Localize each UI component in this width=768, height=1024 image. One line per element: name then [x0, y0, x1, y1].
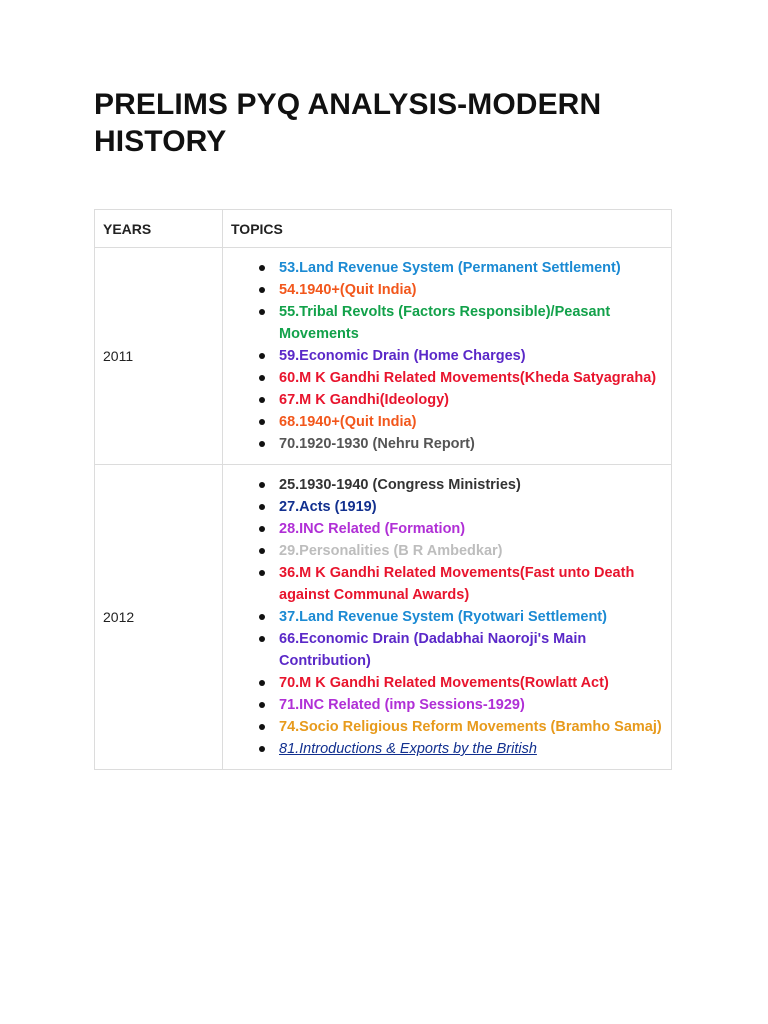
bullet-icon [259, 482, 265, 488]
topic-list-item [279, 540, 663, 562]
topic-list-item [279, 694, 663, 716]
bullet-icon [259, 441, 265, 447]
topic-text: 68.1940+(Quit India) [279, 414, 417, 430]
topic-list-item [279, 433, 663, 455]
topic-text: 67.M K Gandhi(Ideology) [279, 392, 449, 408]
bullet-icon [259, 680, 265, 686]
topic-list-item [279, 496, 663, 518]
topic-text: 71.INC Related (imp Sessions-1929) [279, 697, 525, 713]
topic-text: 53.Land Revenue System (Permanent Settlement) [279, 260, 621, 276]
topic-text: 54.1940+(Quit India) [279, 282, 417, 298]
topic-text: 28.INC Related (Formation) [279, 521, 466, 537]
year-cell: 2012 [95, 465, 223, 770]
page-title: PRELIMS PYQ ANALYSIS-MODERN HISTORY [94, 88, 602, 158]
bullet-icon [259, 636, 265, 642]
bullet-icon [259, 265, 265, 271]
table-row [95, 465, 672, 770]
bullet-icon [259, 548, 265, 554]
column-header-topics: TOPICS [223, 210, 672, 248]
topic-list-item [279, 389, 663, 411]
topic-list-item [279, 301, 663, 345]
bullet-icon [259, 746, 265, 752]
topics-cell [223, 465, 672, 770]
topic-list-item [279, 562, 663, 606]
topic-list-item [279, 672, 663, 694]
bullet-icon [259, 614, 265, 620]
topic-text: 74.Socio Religious Reform Movements (Bramho Samaj) [279, 719, 662, 735]
bullet-icon [259, 309, 265, 315]
topic-text: 36.M K Gandhi Related Movements(Fast unto Death against Communal Awards) [279, 565, 635, 603]
topic-text: 27.Acts (1919) [279, 499, 377, 515]
bullet-icon [259, 526, 265, 532]
bullet-icon [259, 724, 265, 730]
topic-text: 70.M K Gandhi Related Movements(Rowlatt Act) [279, 675, 609, 691]
bullet-icon [259, 287, 265, 293]
topic-list-item[interactable] [279, 738, 663, 760]
column-header-years: YEARS [95, 210, 223, 248]
topics-cell [223, 248, 672, 465]
topic-text: 66.Economic Drain (Dadabhai Naoroji's Main Contribution) [279, 631, 587, 669]
topic-text: 60.M K Gandhi Related Movements(Kheda Satyagraha) [279, 370, 657, 386]
table-header-row [95, 210, 672, 248]
topic-text: 55.Tribal Revolts (Factors Responsible)/Peasant Movements [279, 304, 611, 342]
bullet-icon [259, 504, 265, 510]
bullet-icon [259, 702, 265, 708]
topic-text: 29.Personalities (B R Ambedkar) [279, 543, 503, 559]
topic-list-item [279, 474, 663, 496]
topic-text: 25.1930-1940 (Congress Ministries) [279, 477, 521, 493]
topic-text: 59.Economic Drain (Home Charges) [279, 348, 526, 364]
bullet-icon [259, 570, 265, 576]
topic-list-item [279, 257, 663, 279]
topic-list-item [279, 345, 663, 367]
topic-list-item [279, 606, 663, 628]
year-cell: 2011 [95, 248, 223, 465]
pyq-table [94, 209, 672, 770]
topic-list-item [279, 279, 663, 301]
topic-list-item [279, 411, 663, 433]
topic-list-item [279, 628, 663, 672]
bullet-icon [259, 375, 265, 381]
topic-list-item [279, 716, 663, 738]
topic-list-item [279, 367, 663, 389]
table-body [95, 248, 672, 770]
topic-list [231, 474, 663, 760]
topic-text: 70.1920-1930 (Nehru Report) [279, 436, 475, 452]
bullet-icon [259, 397, 265, 403]
bullet-icon [259, 353, 265, 359]
topic-list-item [279, 518, 663, 540]
table-row [95, 248, 672, 465]
topic-link[interactable]: 81.Introductions & Exports by the British [279, 741, 537, 757]
topic-text: 37.Land Revenue System (Ryotwari Settlement) [279, 609, 607, 625]
topic-list [231, 257, 663, 455]
bullet-icon [259, 419, 265, 425]
